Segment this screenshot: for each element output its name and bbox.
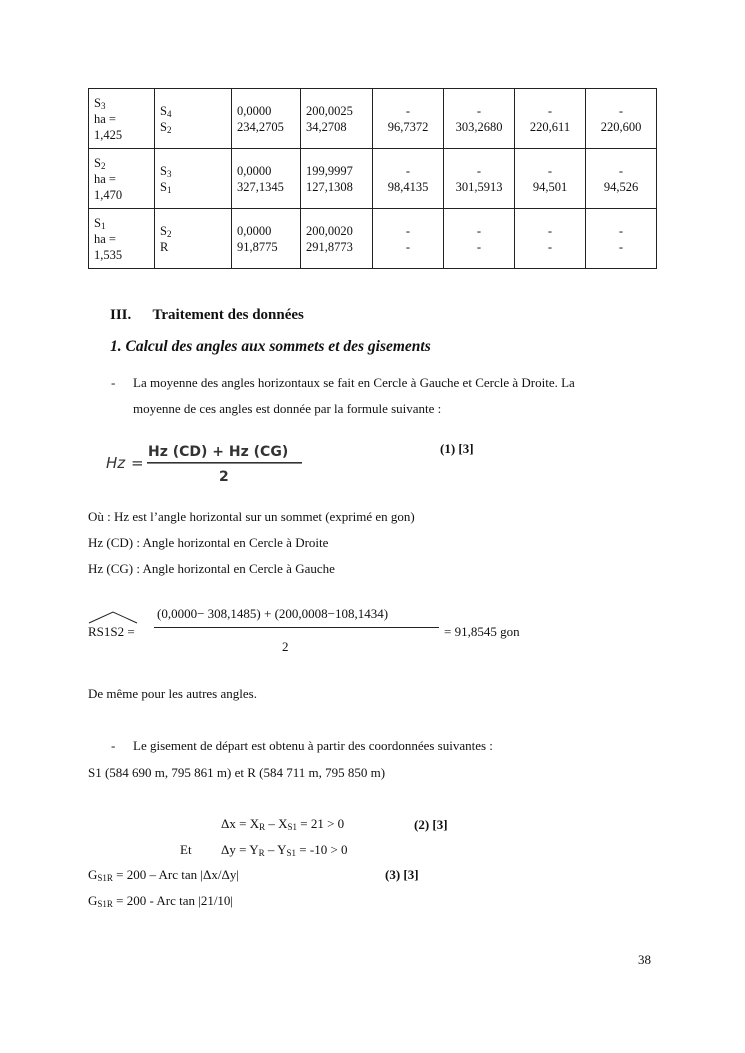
ha-value: 1,535 <box>94 247 123 262</box>
ha-label: ha = <box>94 111 116 126</box>
delta-x-part: Δx = X <box>221 816 260 831</box>
delta-x-part: = 21 > 0 <box>297 816 345 831</box>
cell-value: 291,8773 <box>306 239 353 254</box>
formula1-ref: (1) [3] <box>440 441 474 456</box>
value-cell <box>586 89 657 149</box>
cell-value: 0,0000 <box>237 103 272 118</box>
station-name <box>94 95 149 111</box>
station-name <box>94 215 149 231</box>
cell-value: - <box>547 223 553 238</box>
cell-value: 91,8775 <box>237 239 278 254</box>
calc-denominator: 2 <box>282 639 289 654</box>
cell-value: 303,2680 <box>455 119 503 134</box>
target-cell <box>155 209 232 269</box>
delta-y-part: Δy = Y <box>221 842 259 857</box>
target-index: 2 <box>166 228 172 239</box>
value-cell <box>301 209 373 269</box>
formula-eq: = <box>131 454 144 472</box>
observation-table-body <box>89 89 657 269</box>
cell-value: - <box>405 223 411 238</box>
value-cell <box>515 209 586 269</box>
cell-value: - <box>618 223 624 238</box>
target-index: 3 <box>166 168 172 179</box>
section-title: Traitement des données <box>152 307 304 323</box>
value-cell <box>515 149 586 209</box>
target-cell <box>155 149 232 209</box>
cell-value: 94,501 <box>532 179 568 194</box>
cell-value: 0,0000 <box>237 223 272 238</box>
gisement-rest: = 200 – Arc tan |Δx/Δy| <box>112 867 239 882</box>
value-cell <box>586 149 657 209</box>
cell-value: 199,9997 <box>306 163 353 178</box>
cell-value: - <box>405 103 411 118</box>
value-cell <box>232 149 301 209</box>
coordinates-text: S1 (584 690 m, 795 861 m) et R (584 711 m, 795 850 m) <box>88 765 386 780</box>
table-row <box>89 149 657 209</box>
definition-hz-cg: Hz (CG) : Angle horizontal en Cercle à Gauche <box>88 561 335 576</box>
gisement-sub: S1R <box>97 873 113 883</box>
target-name <box>160 179 226 195</box>
cell-value: 200,0020 <box>306 223 353 238</box>
target-cell <box>155 89 232 149</box>
target-letter: S <box>160 103 167 118</box>
cell-value: - <box>618 239 624 254</box>
cell-value: 234,2705 <box>237 119 284 134</box>
station-letter: S <box>94 95 101 110</box>
bullet1-line1: La moyenne des angles horizontaux se fait en Cercle à Gauche et Cercle à Droite. La <box>133 375 575 390</box>
value-cell <box>232 209 301 269</box>
section-number: III. <box>110 307 132 323</box>
target-letter: S <box>160 223 167 238</box>
value-cell <box>373 149 444 209</box>
cell-value: 94,526 <box>603 179 639 194</box>
station-cell <box>89 89 155 149</box>
delta-y-sub-r: R <box>258 848 265 858</box>
cell-value: 127,1308 <box>306 179 353 194</box>
value-cell <box>444 209 515 269</box>
cell-value: - <box>405 239 411 254</box>
definition-hz: Où : Hz est l’angle horizontal sur un sommet (exprimé en gon) <box>88 509 415 524</box>
target-name <box>160 223 226 239</box>
cell-value: - <box>547 163 553 178</box>
cell-value: - <box>547 239 553 254</box>
calc-result: = 91,8545 gon <box>444 624 520 639</box>
observation-table <box>88 88 657 269</box>
cell-value: 0,0000 <box>237 163 272 178</box>
cell-value: 98,4135 <box>387 179 429 194</box>
calc-numerator: (0,0000− 308,1485) + (200,0008−108,1434) <box>157 606 389 621</box>
definition-hz-cd: Hz (CD) : Angle horizontal en Cercle à Droite <box>88 535 329 550</box>
delta-x-sub-s1: S1 <box>287 822 298 832</box>
cell-value: 96,7372 <box>387 119 429 134</box>
table-row <box>89 89 657 149</box>
section-heading <box>110 307 304 324</box>
target-index: 1 <box>166 184 172 195</box>
target-name <box>160 119 226 135</box>
target-name <box>160 103 226 119</box>
angle-hat-icon <box>88 610 138 624</box>
target-index: 2 <box>166 124 172 135</box>
station-cell <box>89 209 155 269</box>
station-letter: S <box>94 155 101 170</box>
bullet-marker: - <box>111 375 116 390</box>
target-letter: R <box>160 239 169 254</box>
formula-denominator: 2 <box>219 469 229 485</box>
eq2-ref: (2) [3] <box>414 817 448 832</box>
table-row <box>89 209 657 269</box>
ha-label: ha = <box>94 171 116 186</box>
delta-y-part: = -10 > 0 <box>296 842 348 857</box>
cell-value: 220,611 <box>529 119 571 134</box>
bullet-marker-2: - <box>111 738 116 753</box>
delta-x-part: – X <box>265 816 288 831</box>
cell-value: 301,5913 <box>455 179 503 194</box>
delta-y-part: – Y <box>264 842 287 857</box>
eq3-ref: (3) [3] <box>385 867 419 882</box>
ha-value: 1,470 <box>94 187 123 202</box>
subsection-heading: 1. Calcul des angles aux sommets et des gisements <box>110 338 431 355</box>
value-cell <box>586 209 657 269</box>
station-index: 1 <box>100 220 106 231</box>
formula-lhs: Hz <box>106 454 126 472</box>
station-name <box>94 155 149 171</box>
bullet1-line2: moyenne de ces angles est donnée par la formule suivante : <box>133 401 442 416</box>
target-letter: S <box>160 163 167 178</box>
delta-x-sub-r: R <box>259 822 266 832</box>
value-cell <box>301 149 373 209</box>
et-word: Et <box>180 842 192 857</box>
ha-value: 1,425 <box>94 127 123 142</box>
value-cell <box>373 209 444 269</box>
formula-numerator: Hz (CD) + Hz (CG) <box>148 444 289 460</box>
formula-image <box>104 437 312 487</box>
cell-value: - <box>476 239 482 254</box>
cell-value: 34,2708 <box>306 119 347 134</box>
page-number: 38 <box>638 952 651 967</box>
cell-value: - <box>476 103 482 118</box>
cell-value: - <box>476 163 482 178</box>
station-index: 2 <box>100 160 106 171</box>
cell-value: - <box>476 223 482 238</box>
delta-y-sub-s1: S1 <box>286 848 297 858</box>
value-cell <box>444 89 515 149</box>
station-index: 3 <box>100 100 106 111</box>
cell-value: - <box>618 103 624 118</box>
gisement-g: G <box>88 867 98 882</box>
target-name <box>160 163 226 179</box>
cell-value: 200,0025 <box>306 103 353 118</box>
delta-x-equation <box>221 816 344 832</box>
cell-value: - <box>405 163 411 178</box>
station-cell <box>89 149 155 209</box>
cell-value: - <box>547 103 553 118</box>
formula-fraction-bar <box>147 462 302 464</box>
target-name <box>160 239 226 255</box>
station-letter: S <box>94 215 101 230</box>
ha-label: ha = <box>94 231 116 246</box>
value-cell <box>373 89 444 149</box>
bullet2-text: Le gisement de départ est obtenu à partir des coordonnées suivantes : <box>133 738 493 753</box>
same-for-others-text: De même pour les autres angles. <box>88 686 257 701</box>
target-letter: S <box>160 179 167 194</box>
calc-lhs: RS1S2 = <box>88 624 135 639</box>
delta-y-equation <box>221 842 348 858</box>
gisement-sub: S1R <box>97 899 113 909</box>
target-index: 4 <box>166 108 172 119</box>
cell-value: - <box>618 163 624 178</box>
gisement-formula <box>88 867 239 883</box>
value-cell <box>301 89 373 149</box>
value-cell <box>232 89 301 149</box>
value-cell <box>444 149 515 209</box>
target-letter: S <box>160 119 167 134</box>
gisement-numeric <box>88 893 233 909</box>
cell-value: 327,1345 <box>237 179 284 194</box>
gisement-rest: = 200 - Arc tan |21/10| <box>112 893 234 908</box>
value-cell <box>515 89 586 149</box>
gisement-g: G <box>88 893 98 908</box>
calc-fraction-bar <box>154 627 439 628</box>
cell-value: 220,600 <box>600 119 642 134</box>
